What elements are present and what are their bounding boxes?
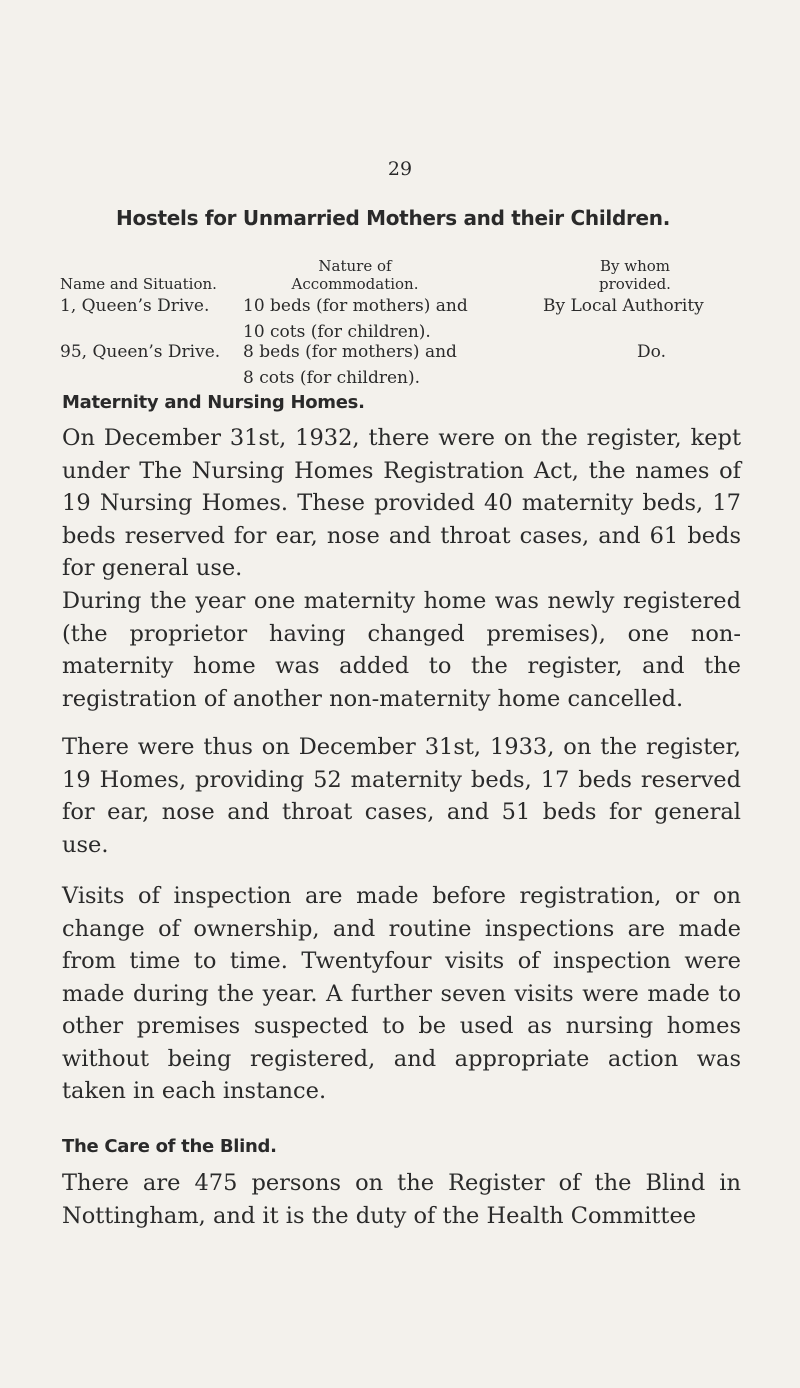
column-header-name-line1	[60, 257, 217, 275]
maternity-paragraph-4: Visits of inspection are made before registration, or on change of ownership, and routine inspections are made from time to time. Twentyfour visits of inspection were made during the year. A further seven visits were made to other premises suspected to be used as nursing homes without being registered, and appropriate action was taken in each instance.	[62, 883, 741, 1104]
column-header-nature	[255, 257, 455, 293]
column-header-nature-line2: Accommodation.	[291, 275, 419, 293]
maternity-paragraph-2: During the year one maternity home was newly registered (the proprietor having changed premises), one non-maternity home was added to the register, and the registration of another non-maternity home cancelled.	[62, 588, 741, 712]
hostel-row-2-accommodation-line2: 8 cots (for children).	[243, 368, 421, 388]
maternity-heading: Maternity and Nursing Homes.	[62, 392, 365, 413]
maternity-paragraph-1: On December 31st, 1932, there were on the register, kept under The Nursing Homes Registration Act, the names of 19 Nursing Homes. These provided 40 maternity beds, 17 beds reserved for ear, nose and throat cases, and 61 beds for general use.	[62, 425, 741, 581]
blind-paragraph: There are 475 persons on the Register of the Blind in Nottingham, and it is the duty of the Health Committee	[62, 1170, 741, 1229]
column-header-provider-line2: provided.	[599, 275, 671, 293]
hostels-heading: Hostels for Unmarried Mothers and their Children.	[116, 206, 671, 230]
column-header-name	[60, 257, 217, 293]
hostel-row-2-accommodation-line1: 8 beds (for mothers) and	[243, 342, 457, 362]
blind-heading: The Care of the Blind.	[62, 1136, 277, 1157]
column-header-provider	[560, 257, 710, 293]
column-header-provider-line1: By whom	[599, 257, 671, 275]
column-header-name-line2: Name and Situation.	[60, 275, 217, 293]
hostel-row-1-provider: By Local Authority	[543, 296, 704, 316]
hostel-row-2-provider: Do.	[637, 342, 666, 362]
page-number: 29	[387, 158, 413, 180]
hostel-row-1-name: 1, Queen’s Drive.	[60, 296, 210, 316]
maternity-paragraph-3: There were thus on December 31st, 1933, on the register, 19 Homes, providing 52 maternity beds, 17 beds reserved for ear, nose and throat cases, and 51 beds for general use.	[62, 734, 741, 858]
hostel-row-1-accommodation-line1: 10 beds (for mothers) and	[243, 296, 468, 316]
hostel-row-1-accommodation-line2: 10 cots (for children).	[243, 322, 431, 342]
column-header-nature-line1: Nature of	[318, 257, 392, 275]
hostel-row-2-name: 95, Queen’s Drive.	[60, 342, 221, 362]
